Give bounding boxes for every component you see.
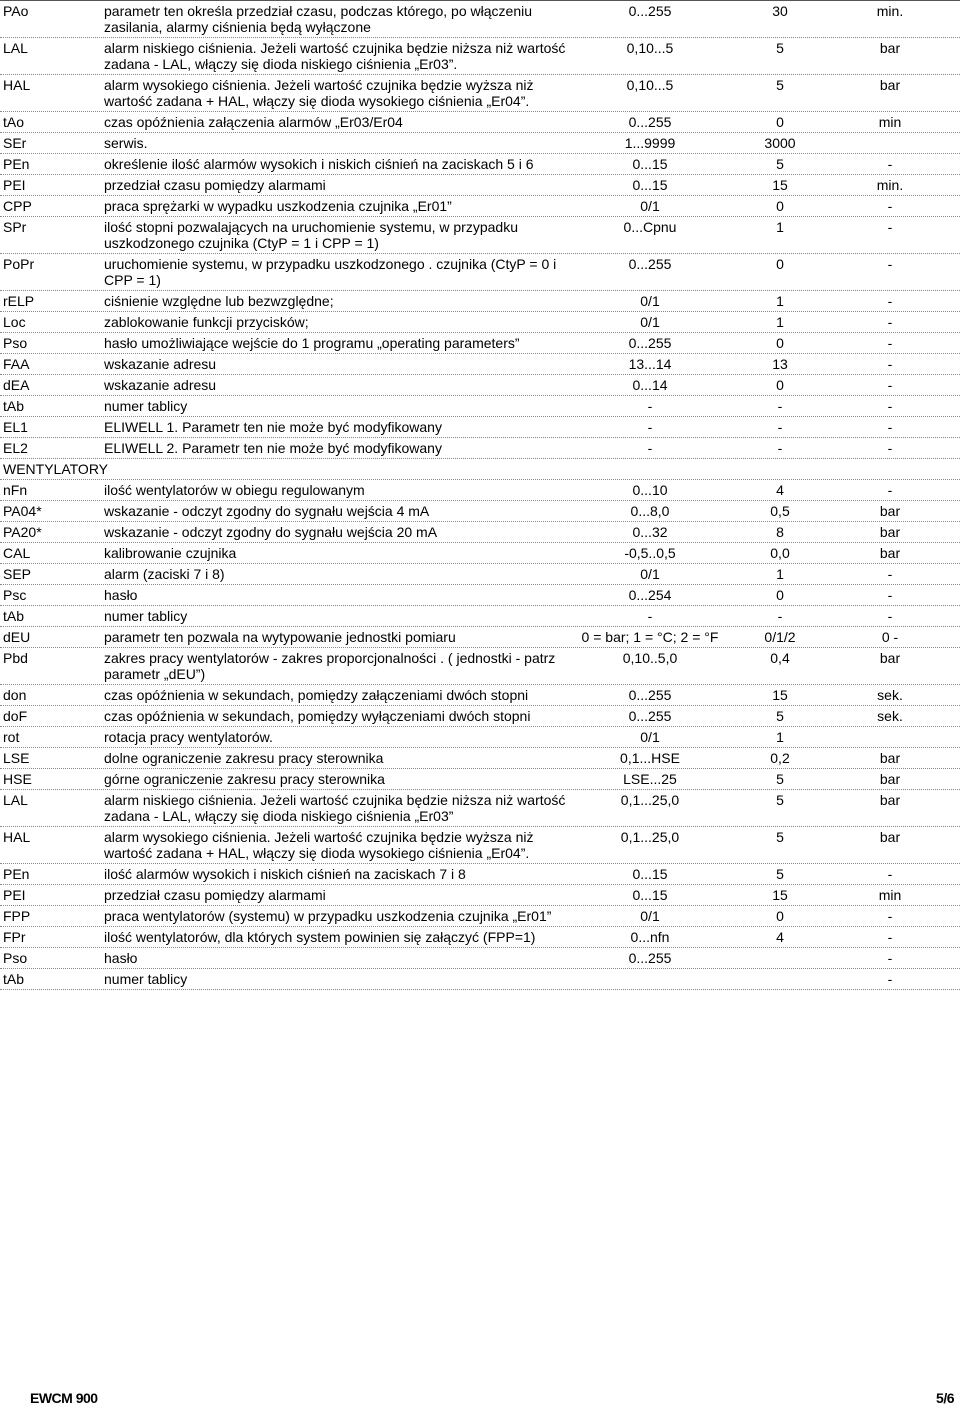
param-unit: bar: [879, 524, 901, 540]
param-unit: -: [887, 866, 893, 882]
param-unit: -: [887, 908, 893, 924]
param-description: praca wentylatorów (systemu) w przypadku uszkodzenia czujnika „Er01”: [104, 908, 552, 924]
param-row: [0, 333, 960, 354]
param-row: [0, 417, 960, 438]
param-row: [0, 480, 960, 501]
param-description: hasło umożliwiające wejście do 1 programu „operating parameters”: [104, 335, 520, 351]
param-row: [0, 685, 960, 706]
param-row: [0, 522, 960, 543]
param-description: parametr ten pozwala na wytypowanie jednostki pomiaru: [104, 629, 456, 645]
param-code: FPr: [3, 929, 26, 945]
param-code: PEn: [3, 156, 30, 172]
param-row: [0, 706, 960, 727]
param-range: 0...255: [628, 687, 672, 703]
param-unit: 0 -: [881, 629, 899, 645]
param-description: uruchomienie systemu, w przypadku uszkodzonego . czujnika (CtyP = 0 i CPP = 1): [104, 256, 557, 288]
param-default: 4: [776, 929, 784, 945]
param-range: 1...9999: [624, 135, 676, 151]
param-range: -: [647, 440, 653, 456]
param-unit: bar: [879, 792, 901, 808]
param-unit: sek.: [877, 708, 903, 724]
param-description: ilość stopni pozwalających na uruchomienie systemu, w przypadku uszkodzonego czujnika (CtyP = 1 i CPP = 1): [104, 219, 518, 251]
param-range: LSE...25: [623, 771, 677, 787]
param-default: 1: [776, 566, 784, 582]
param-unit: -: [887, 482, 893, 498]
param-default: 15: [772, 887, 788, 903]
param-range: 0,10..5,0: [622, 650, 678, 666]
param-unit: -: [887, 566, 893, 582]
param-range: 0...14: [632, 377, 668, 393]
param-description: serwis.: [104, 135, 148, 151]
param-unit: bar: [879, 750, 901, 766]
param-row: [0, 627, 960, 648]
param-code: nFn: [3, 482, 28, 498]
param-range: 0...32: [632, 524, 668, 540]
param-range: 0/1: [640, 314, 660, 330]
param-range: 0/1: [640, 566, 660, 582]
parameter-group-compressor: [0, 0, 960, 459]
param-row: [0, 727, 960, 748]
param-default: -: [777, 440, 783, 456]
param-code: PEI: [3, 177, 26, 193]
param-code: doF: [3, 708, 28, 724]
param-unit: bar: [879, 829, 901, 845]
footer-page-number: 5/6: [936, 1390, 954, 1406]
param-default: 3000: [764, 135, 796, 151]
param-unit: -: [887, 950, 893, 966]
param-default: 8: [776, 524, 784, 540]
param-row: [0, 885, 960, 906]
param-row: [0, 564, 960, 585]
param-range: 0/1: [640, 729, 660, 745]
param-code: tAb: [3, 608, 25, 624]
param-description: numer tablicy: [104, 398, 188, 414]
param-unit: -: [887, 356, 893, 372]
param-row: [0, 291, 960, 312]
param-range: 0...255: [628, 708, 672, 724]
param-description: parametr ten określa przedział czasu, podczas którego, po włączeniu zasilania, alarmy ciśnienia będą wyłączone: [104, 3, 532, 35]
param-range: 0...255: [628, 335, 672, 351]
param-default: 4: [776, 482, 784, 498]
param-row: [0, 133, 960, 154]
param-default: 15: [772, 687, 788, 703]
param-row: [0, 906, 960, 927]
param-description: zablokowanie funkcji przycisków;: [104, 314, 309, 330]
param-description: alarm niskiego ciśnienia. Jeżeli wartość czujnika będzie niższa niż wartość zadana - LAL, włączy się dioda niskiego ciśnienia „Er03”: [104, 792, 566, 824]
param-description: ilość alarmów wysokich i niskich ciśnień na zaciskach 7 i 8: [104, 866, 466, 882]
param-range: 0...nfn: [630, 929, 670, 945]
param-description: wskazanie - odczyt zgodny do sygnału wejścia 20 mA: [104, 524, 438, 540]
param-range: 0/1: [640, 908, 660, 924]
param-code: LSE: [3, 750, 30, 766]
param-code: tAb: [3, 971, 25, 987]
param-code: PoPr: [3, 256, 35, 272]
param-range: 0...Cpnu: [623, 219, 677, 235]
param-default: 0,2: [770, 750, 790, 766]
param-code: don: [3, 687, 27, 703]
param-default: -: [777, 398, 783, 414]
param-description: ilość wentylatorów w obiegu regulowanym: [104, 482, 365, 498]
param-range: 0,10...5: [626, 40, 674, 56]
param-row: [0, 748, 960, 769]
param-row: [0, 648, 960, 685]
param-description: alarm niskiego ciśnienia. Jeżeli wartość czujnika będzie niższa niż wartość zadana - LAL, włączy się dioda niskiego ciśnienia „Er03”.: [104, 40, 566, 72]
param-default: 0: [776, 256, 784, 272]
param-default: 0,4: [770, 650, 790, 666]
param-description: zakres pracy wentylatorów - zakres proporcjonalności . ( jednostki - patrz parametr „dEU”): [104, 650, 556, 682]
param-default: 5: [776, 77, 784, 93]
param-code: CAL: [3, 545, 31, 561]
param-default: 0,0: [770, 545, 790, 561]
parameter-group-fans: [0, 480, 960, 990]
param-description: ELIWELL 2. Parametr ten nie może być modyfikowany: [104, 440, 442, 456]
param-row: [0, 769, 960, 790]
param-range: 0 = bar; 1 = °C; 2 = °F: [581, 629, 719, 645]
param-default: -: [777, 608, 783, 624]
param-unit: -: [887, 440, 893, 456]
param-code: LAL: [3, 40, 28, 56]
param-code: dEA: [3, 377, 30, 393]
param-unit: -: [887, 419, 893, 435]
param-default: 0: [776, 198, 784, 214]
param-description: czas opóźnienia w sekundach, pomiędzy załączeniami dwóch stopni: [104, 687, 529, 703]
param-code: SEr: [3, 135, 27, 151]
page-footer: [0, 1388, 960, 1408]
param-row: [0, 585, 960, 606]
param-range: 0/1: [640, 293, 660, 309]
param-row: [0, 375, 960, 396]
param-code: FAA: [3, 356, 30, 372]
param-description: czas opóźnienia załączenia alarmów „Er03/Er04: [104, 114, 403, 130]
param-row: [0, 543, 960, 564]
param-range: 0...15: [632, 177, 668, 193]
param-unit: bar: [879, 545, 901, 561]
param-description: ELIWELL 1. Parametr ten nie może być modyfikowany: [104, 419, 442, 435]
param-row: [0, 354, 960, 375]
param-code: FPP: [3, 908, 31, 924]
param-code: Pso: [3, 335, 28, 351]
param-default: 5: [776, 792, 784, 808]
param-description: hasło: [104, 950, 138, 966]
param-unit: bar: [879, 40, 901, 56]
param-code: rELP: [3, 293, 35, 309]
param-unit: -: [887, 398, 893, 414]
param-unit: -: [887, 293, 893, 309]
param-code: tAb: [3, 398, 25, 414]
param-default: 30: [772, 3, 788, 19]
section-heading-fans: WENTYLATORY: [0, 459, 960, 480]
param-description: alarm wysokiego ciśnienia. Jeżeli wartość czujnika będzie wyższa niż wartość zadana + HAL, włączy się dioda wysokiego ciśnienia „Er04”.: [104, 77, 534, 109]
param-range: 0...255: [628, 3, 672, 19]
param-default: 0: [776, 114, 784, 130]
param-unit: -: [887, 971, 893, 987]
param-default: 5: [776, 40, 784, 56]
param-range: 0...15: [632, 887, 668, 903]
param-code: EL2: [3, 440, 28, 456]
param-unit: -: [887, 314, 893, 330]
param-default: 5: [776, 708, 784, 724]
param-unit: -: [887, 335, 893, 351]
param-unit: -: [887, 156, 893, 172]
param-row: [0, 254, 960, 291]
param-code: Pbd: [3, 650, 28, 666]
param-description: przedział czasu pomiędzy alarmami: [104, 177, 326, 193]
param-description: wskazanie adresu: [104, 377, 217, 393]
param-default: 0: [776, 335, 784, 351]
param-code: PAo: [3, 3, 29, 19]
param-code: PEn: [3, 866, 30, 882]
param-row: [0, 827, 960, 864]
param-range: 0,10...5: [626, 77, 674, 93]
param-description: kalibrowanie czujnika: [104, 545, 237, 561]
param-unit: -: [887, 256, 893, 272]
param-row: [0, 396, 960, 417]
param-range: -: [647, 419, 653, 435]
param-default: -: [777, 419, 783, 435]
param-description: górne ograniczenie zakresu pracy sterownika: [104, 771, 385, 787]
param-row: [0, 606, 960, 627]
param-description: przedział czasu pomiędzy alarmami: [104, 887, 326, 903]
param-unit: min.: [876, 3, 904, 19]
param-row: [0, 112, 960, 133]
param-default: 5: [776, 156, 784, 172]
param-code: PEI: [3, 887, 26, 903]
param-range: 0/1: [640, 198, 660, 214]
param-code: LAL: [3, 792, 28, 808]
param-row: [0, 196, 960, 217]
param-default: 15: [772, 177, 788, 193]
param-unit: -: [887, 608, 893, 624]
param-description: dolne ograniczenie zakresu pracy sterownika: [104, 750, 384, 766]
param-unit: min: [878, 887, 902, 903]
param-range: 0,1...25,0: [620, 829, 680, 845]
param-description: hasło: [104, 587, 138, 603]
param-row: [0, 217, 960, 254]
param-code: rot: [3, 729, 20, 745]
param-unit: min: [878, 114, 902, 130]
param-description: alarm (zaciski 7 i 8): [104, 566, 225, 582]
param-row: [0, 38, 960, 75]
param-default: 0/1/2: [764, 629, 796, 645]
param-range: -: [647, 608, 653, 624]
param-description: alarm wysokiego ciśnienia. Jeżeli wartość czujnika będzie wyższa niż wartość zadana + HAL, włączy się dioda wysokiego ciśnienia „Er04”.: [104, 829, 534, 861]
param-code: PA04*: [3, 503, 42, 519]
param-code: HSE: [3, 771, 32, 787]
param-unit: bar: [879, 771, 901, 787]
param-unit: bar: [879, 650, 901, 666]
param-code: Loc: [3, 314, 26, 330]
param-unit: -: [887, 929, 893, 945]
param-description: rotacja pracy wentylatorów.: [104, 729, 273, 745]
param-default: 1: [776, 314, 784, 330]
param-unit: bar: [879, 77, 901, 93]
param-row: [0, 927, 960, 948]
param-default: 5: [776, 829, 784, 845]
param-range: 0...255: [628, 114, 672, 130]
param-code: Psc: [3, 587, 27, 603]
param-range: 0,1...25,0: [620, 792, 680, 808]
param-description: numer tablicy: [104, 608, 188, 624]
param-code: PA20*: [3, 524, 42, 540]
param-row: [0, 864, 960, 885]
param-row: [0, 175, 960, 196]
param-row: [0, 154, 960, 175]
param-range: -: [647, 398, 653, 414]
param-unit: bar: [879, 503, 901, 519]
footer-model: EWCM 900: [30, 1390, 98, 1406]
param-range: 0...10: [632, 482, 668, 498]
param-unit: min.: [876, 177, 904, 193]
param-unit: -: [887, 219, 893, 235]
param-description: wskazanie - odczyt zgodny do sygnału wejścia 4 mA: [104, 503, 430, 519]
param-default: 5: [776, 866, 784, 882]
param-default: 1: [776, 293, 784, 309]
param-description: praca sprężarki w wypadku uszkodzenia czujnika „Er01”: [104, 198, 452, 214]
param-code: HAL: [3, 77, 31, 93]
param-default: 1: [776, 219, 784, 235]
param-description: ilość wentylatorów, dla których system powinien się załączyć (FPP=1): [104, 929, 536, 945]
param-default: 1: [776, 729, 784, 745]
param-range: 0...255: [628, 950, 672, 966]
param-row: [0, 438, 960, 459]
param-default: 0: [776, 377, 784, 393]
param-row: [0, 969, 960, 990]
param-row: [0, 75, 960, 112]
param-description: określenie ilość alarmów wysokich i niskich ciśnień na zaciskach 5 i 6: [104, 156, 534, 172]
param-range: 0...8,0: [630, 503, 670, 519]
param-unit: -: [887, 587, 893, 603]
param-code: HAL: [3, 829, 31, 845]
param-code: CPP: [3, 198, 32, 214]
param-code: SEP: [3, 566, 32, 582]
param-range: -0,5..0,5: [624, 545, 676, 561]
param-row: [0, 312, 960, 333]
param-default: 13: [772, 356, 788, 372]
param-range: 13...14: [628, 356, 672, 372]
param-default: 0: [776, 908, 784, 924]
param-range: 0...255: [628, 256, 672, 272]
param-range: 0...254: [628, 587, 672, 603]
param-unit: sek.: [877, 687, 903, 703]
param-range: 0,1...HSE: [620, 750, 680, 766]
param-row: [0, 790, 960, 827]
param-row: [0, 0, 960, 38]
param-description: wskazanie adresu: [104, 356, 217, 372]
param-description: ciśnienie względne lub bezwzględne;: [104, 293, 334, 309]
param-unit: -: [887, 377, 893, 393]
param-description: numer tablicy: [104, 971, 188, 987]
param-unit: -: [887, 198, 893, 214]
param-code: Pso: [3, 950, 28, 966]
param-default: 0: [776, 587, 784, 603]
param-range: 0...15: [632, 866, 668, 882]
param-code: tAo: [3, 114, 25, 130]
param-description: czas opóźnienia w sekundach, pomiędzy wyłączeniami dwóch stopni: [104, 708, 531, 724]
param-code: SPr: [3, 219, 27, 235]
param-range: 0...15: [632, 156, 668, 172]
param-row: [0, 501, 960, 522]
param-default: 0,5: [770, 503, 790, 519]
param-code: dEU: [3, 629, 31, 645]
param-row: [0, 948, 960, 969]
param-code: EL1: [3, 419, 28, 435]
param-default: 5: [776, 771, 784, 787]
